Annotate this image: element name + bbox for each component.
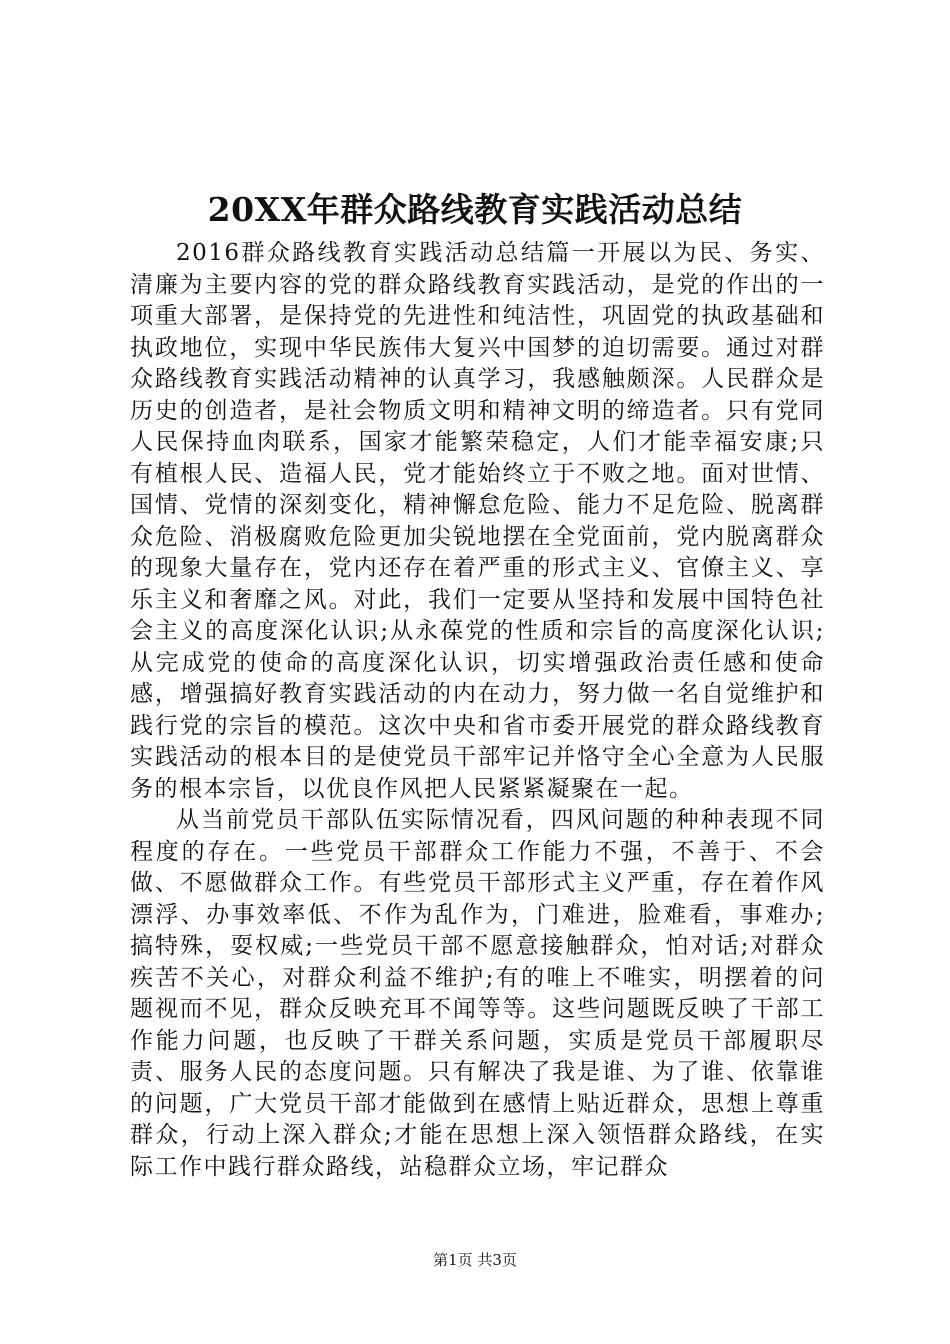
document-title: 20XX年群众路线教育实践活动总结 (207, 190, 743, 229)
paragraph-1: 2016群众路线教育实践活动总结篇一开展以为民、务实、清廉为主要内容的党的群众路线教育实践活动，是党的作出的一项重大部署，是保持党的先进性和纯洁性，巩固党的执政基础和执政地位，实现中华民族伟大复兴中国梦的迫切需要。通过对群众路线教育实践活动精神的认真学习，我感触颇深。人民群众是历史的创造者，是社会物质文明和精神文明的缔造者。只有党同人民保持血肉联系，国家才能繁荣稳定，人们才能幸福安康;只有植根人民、造福人民，党才能始终立于不败之地。面对世情、国情、党情的深刻变化，精神懈怠危险、能力不足危险、脱离群众危险、消极腐败危险更加尖锐地摆在全党面前，党内脱离群众的现象大量存在，党内还存在着严重的形式主义、官僚主义、享乐主义和奢靡之风。对此，我们一定要从坚持和发展中国特色社会主义的高度深化认识;从永葆党的性质和宗旨的高度深化认识;从完成党的使命的高度深化认识，切实增强政治责任感和使命感，增强搞好教育实践活动的内在动力，努力做一名自觉维护和践行党的宗旨的模范。这次中央和省市委开展党的群众路线教育实践活动的根本目的是使党员干部牢记并恪守全心全意为人民服务的根本宗旨，以优良作风把人民紧紧凝聚在一起。 (130, 240, 825, 802)
document-body (130, 238, 825, 1183)
page-number-footer: 第1页 共3页 (433, 1251, 517, 1269)
paragraph-2: 从当前党员干部队伍实际情况看，四风问题的种种表现不同程度的存在。一些党员干部群众工作能力不强，不善于、不会做、不愿做群众工作。有些党员干部形式主义严重，存在着作风漂浮、办事效率低、不作为乱作为，门难进，脸难看，事难办;搞特殊，耍权威;一些党员干部不愿意接触群众，怕对话;对群众疾苦不关心，对群众利益不维护;有的唯上不唯实，明摆着的问题视而不见，群众反映充耳不闻等等。这些问题既反映了干部工作能力问题，也反映了干群关系问题，实质是党员干部履职尽责、服务人民的态度问题。只有解决了我是谁、为了谁、依靠谁的问题，广大党员干部才能做到在感情上贴近群众，思想上尊重群众，行动上深入群众;才能在思想上深入领悟群众路线，在实际工作中践行群众路线，站稳群众立场，牢记群众 (130, 807, 825, 1180)
